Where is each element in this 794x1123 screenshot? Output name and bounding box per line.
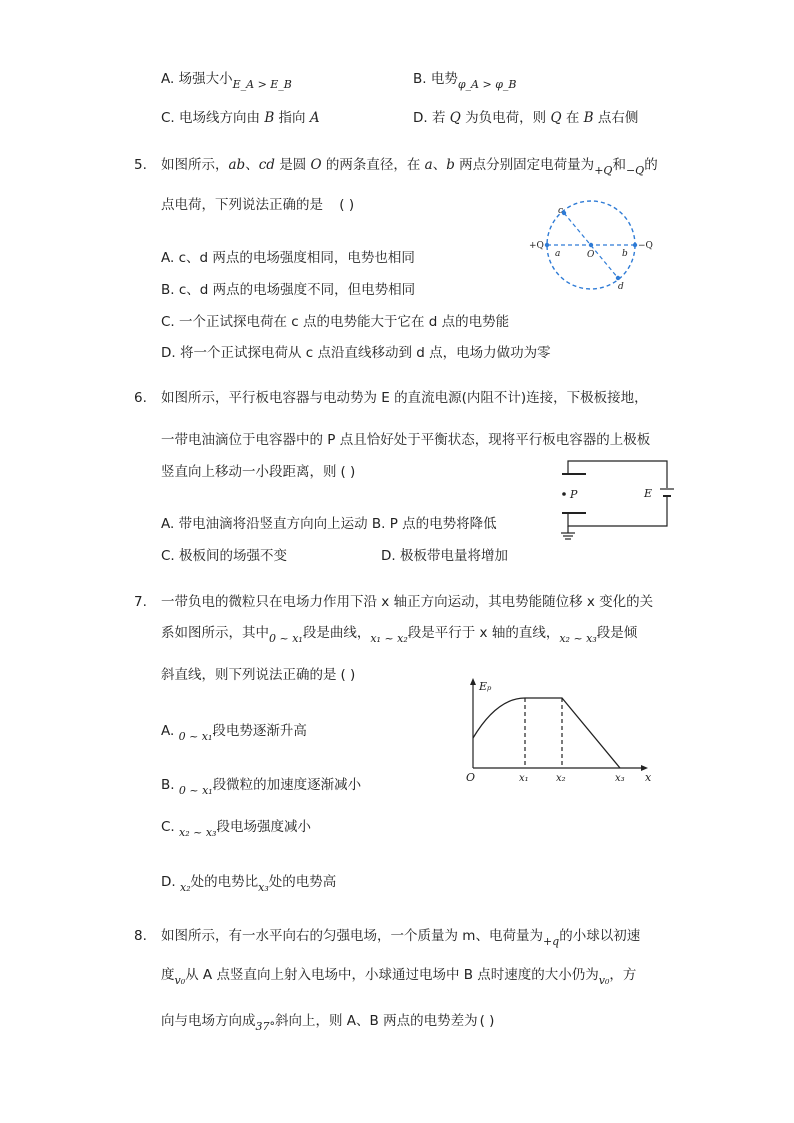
q7-stem-line3: 斜直线，则下列说法正确的是 ( ) [161, 667, 356, 683]
q5-stem-line2: 点电荷，下列说法正确的是 ( ) [161, 197, 355, 213]
q7-option-c: C. $_{x_2 \sim x_3}$段电场强度减小 [161, 819, 311, 839]
q5-option-c: C. 一个正试探电荷在 c 点的电势能大于它在 d 点的电势能 [161, 314, 510, 330]
q6-option-ab: A. 带电油滴将沿竖直方向向上运动 B. P 点的电势将降低 [161, 516, 497, 532]
q7-option-d: D. $_{x_2}$处的电势比$_{x_3}$处的电势高 [161, 874, 337, 894]
ep-curve [473, 698, 620, 768]
label-minus-q: −Q [638, 241, 653, 251]
q4-option-c: C. 电场线方向由 B 指向 A [161, 110, 320, 126]
q4-option-b-math: φ_A > φ_B [457, 78, 517, 91]
label-plus-q: +Q [529, 241, 544, 251]
oil-drop-p [562, 492, 566, 496]
point-o [589, 243, 593, 247]
label-x1: x₁ [519, 773, 529, 784]
label-d: d [618, 282, 624, 292]
label-a: a [555, 249, 561, 259]
q7-stem-line1: 一带负电的微粒只在电场力作用下沿 x 轴正方向运动，其电势能随位移 x 变化的关 [161, 594, 654, 610]
point-a [545, 243, 549, 247]
point-d [616, 276, 620, 280]
q7-option-b: B. $_{0 \sim x_1}$段微粒的加速度逐渐减小 [161, 777, 362, 797]
q7-option-a: A. $_{0 \sim x_1}$段电势逐渐升高 [161, 723, 307, 743]
q6-stem-line1: 如图所示，平行板电容器与电动势为 E 的直流电源(内阻不计)连接，下极板接地， [161, 390, 648, 406]
label-x: x [645, 771, 652, 784]
q4-option-b: B. 电势$_{\varphi\_A > \varphi\_B}$ [413, 71, 517, 91]
q5-stem-line1: 如图所示，ab、cd 是圆 O 的两条直径，在 a、b 两点分别固定电荷量为$_{+Q}$和$_{-Q}$的 [161, 157, 658, 177]
q5-option-d: D. 将一个正试探电荷从 c 点沿直线移动到 d 点，电场力做功为零 [161, 345, 551, 361]
q5-number: 5. [134, 157, 147, 173]
label-c: c [558, 206, 564, 216]
q8-stem-line3: 向与电场方向成$_{37^\circ}$斜向上，则 A、B 两点的电势差为 ( ) [161, 1013, 495, 1033]
label-e: E [644, 487, 653, 500]
wire-bottom [568, 497, 667, 526]
q4-option-a: A. 场强大小$_{E\_A > E\_B}$ [161, 71, 292, 91]
q5-option-b: B. c、d 两点的电场强度不同，但电势相同 [161, 282, 416, 298]
label-ep: Eₚ [479, 680, 492, 693]
q6-number: 6. [134, 390, 147, 406]
q7-number: 7. [134, 594, 147, 610]
label-b: b [622, 249, 628, 259]
q4-option-d: D. 若 Q 为负电荷，则 Q 在 B 点右侧 [413, 110, 639, 126]
q5-circle-diagram [528, 200, 658, 295]
label-x2: x₂ [556, 773, 566, 784]
q8-number: 8. [134, 928, 147, 944]
q7-ep-x-graph [462, 676, 662, 786]
q6-option-d: D. 极板带电量将增加 [381, 548, 508, 564]
y-axis-arrow [470, 678, 476, 685]
point-b [633, 243, 637, 247]
label-origin: O [466, 771, 476, 784]
label-p: P [570, 488, 578, 501]
q6-stem-line3: 竖直向上移动一小段距离，则 ( ) [161, 464, 356, 480]
q6-option-c: C. 极板间的场强不变 [161, 548, 288, 564]
q8-stem-line2: 度$_{v_0}$从 A 点竖直向上射入电场中，小球通过电场中 B 点时速度的大小仍为$_{v_0}$，方 [161, 967, 637, 987]
label-x3: x₃ [615, 773, 625, 784]
q6-capacitor-circuit [544, 455, 674, 545]
q4-option-a-math: E_A > E_B [232, 78, 292, 91]
q7-stem-line2: 系如图所示，其中$_{0 \sim x_1}$段是曲线，$_{x_1 \sim x_2}$段是平行于 x 轴的直线，$_{x_2 \sim x_3}$段是倾 [161, 625, 638, 645]
q8-stem-line1: 如图所示，有一水平向右的匀强电场，一个质量为 m、电荷量为$_{+q}$的小球以初速 [161, 928, 641, 948]
label-o: O [587, 250, 595, 260]
q6-stem-line2: 一带电油滴位于电容器中的 P 点且恰好处于平衡状态，现将平行板电容器的上极板 [161, 432, 651, 448]
q5-option-a: A. c、d 两点的电场强度相同，电势也相同 [161, 250, 415, 266]
